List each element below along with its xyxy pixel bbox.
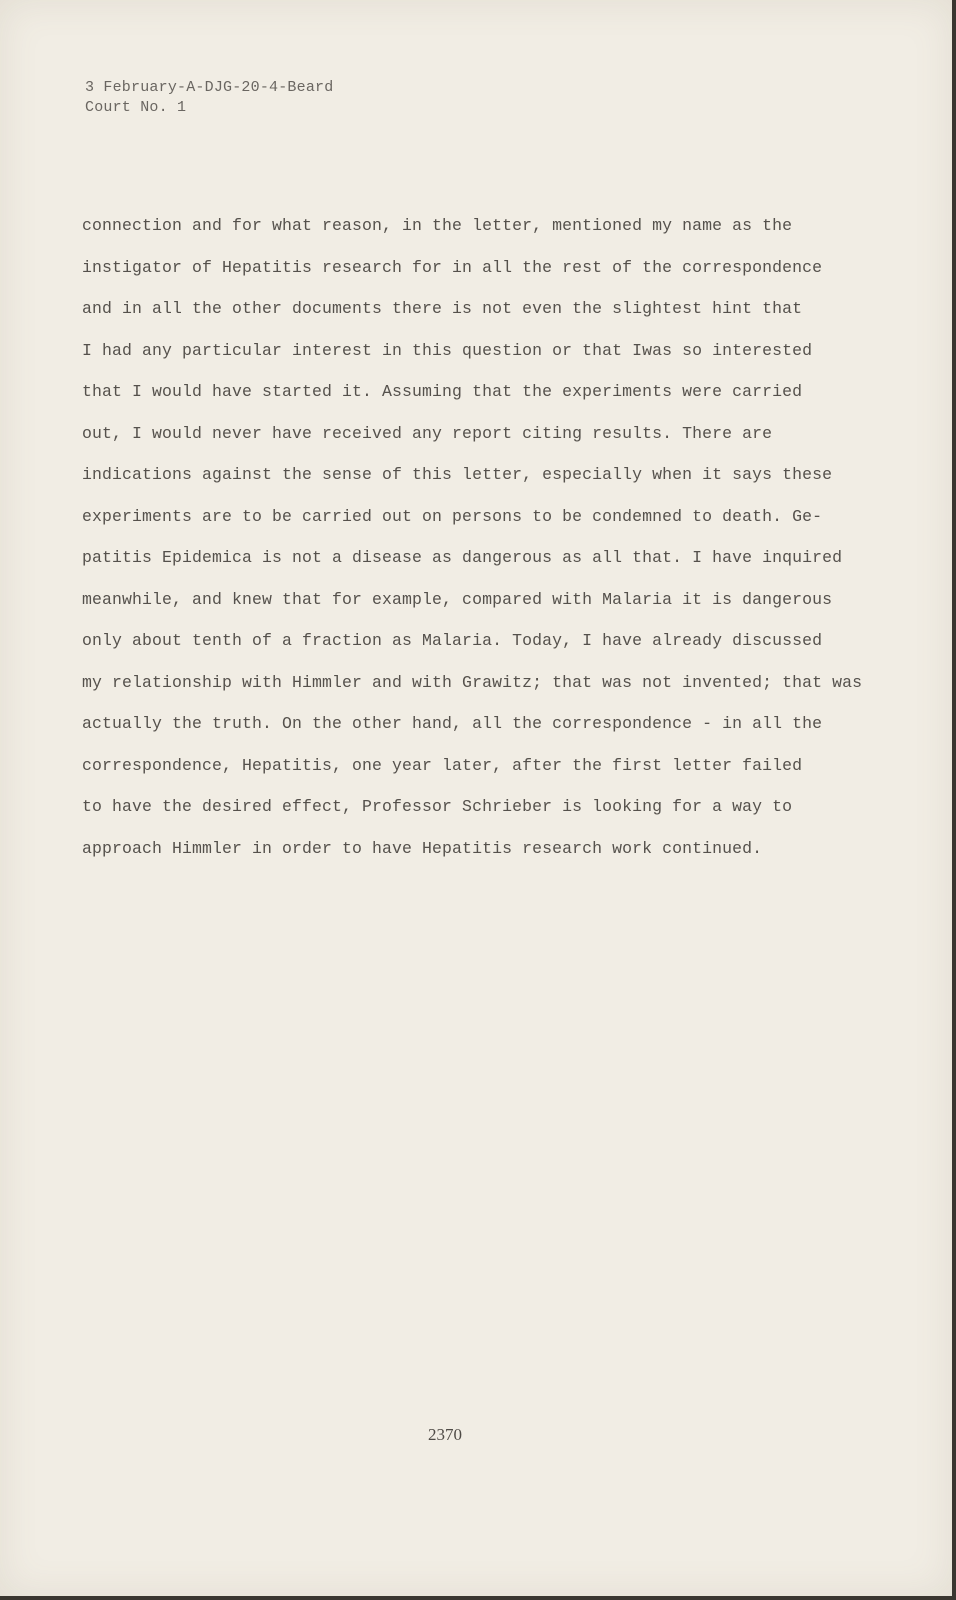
body-line: to have the desired effect, Professor Schrieber is looking for a way to — [82, 797, 793, 816]
body-line: instigator of Hepatitis research for in all the rest of the correspondence — [82, 257, 823, 277]
body-line: actually the truth. On the other hand, all the correspondence - in all the — [82, 714, 823, 733]
header-court-line: Court No. 1 — [85, 99, 187, 116]
body-line: I had any particular interest in this question or that Iwas so interested — [82, 340, 813, 360]
testimony-body — [82, 205, 882, 869]
page-number: 2370 — [428, 1425, 462, 1444]
body-line: approach Himmler in order to have Hepatitis research work continued. — [82, 838, 763, 858]
body-line: connection and for what reason, in the letter, mentioned my name as the — [82, 216, 793, 235]
body-line: that I would have started it. Assuming that the experiments were carried — [82, 382, 803, 401]
body-line: patitis Epidemica is not a disease as dangerous as all that. I have inquired — [82, 548, 843, 567]
body-line: indications against the sense of this letter, especially when it says these — [82, 465, 833, 484]
header-session-line: 3 February-A-DJG-20-4-Beard — [85, 79, 334, 96]
document-header — [85, 78, 333, 118]
body-line: experiments are to be carried out on persons to be condemned to death. Ge- — [82, 506, 823, 526]
body-line: correspondence, Hepatitis, one year later, after the first letter failed — [82, 755, 803, 775]
body-line: only about tenth of a fraction as Malaria. Today, I have already discussed — [82, 631, 823, 650]
body-line: meanwhile, and knew that for example, compared with Malaria it is dangerous — [82, 589, 833, 609]
body-line: and in all the other documents there is not even the slightest hint that — [82, 299, 803, 318]
body-line: my relationship with Himmler and with Grawitz; that was not invented; that was — [82, 672, 863, 692]
body-line: out, I would never have received any report citing results. There are — [82, 423, 773, 443]
